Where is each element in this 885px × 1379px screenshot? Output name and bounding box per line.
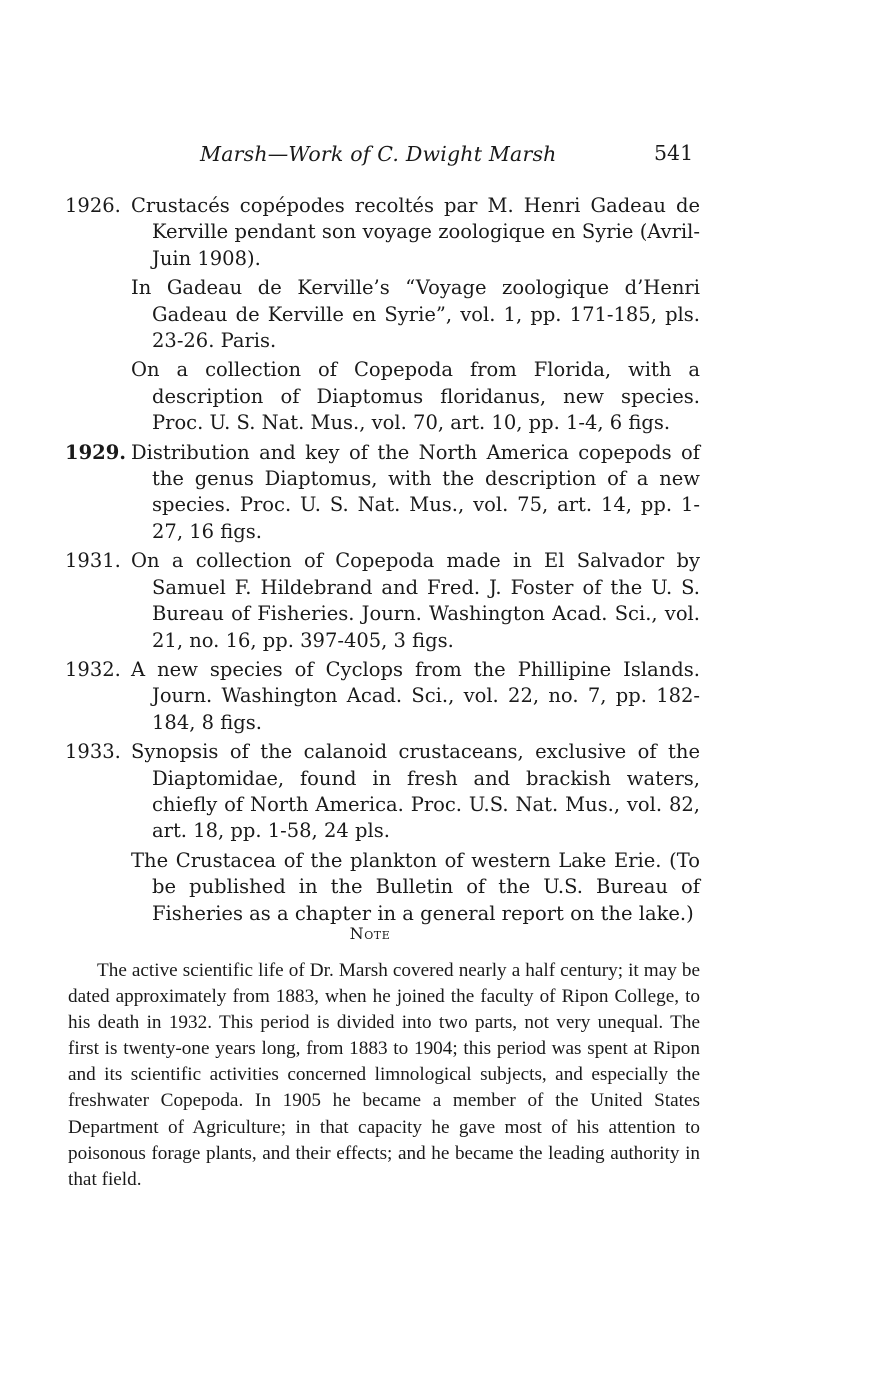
bib-subentry: The Crustacea of the plankton of western Lake Erie. (To be published in the Bulletin of the U.S. Bureau of Fisheries as a chapter in a general report on the lake.) [131, 848, 700, 925]
bib-year: 1926. [65, 194, 121, 217]
bib-subentry: In Gadeau de Kerville’s “Voyage zoologique d’Henri Gadeau de Kerville en Syrie”, vol. 1, pp. 171-185, pls. 23-26. Paris. [131, 276, 700, 353]
bib-entry-1929 [60, 440, 700, 546]
bib-subentry: On a collection of Copepoda from Florida, with a description of Diaptomus floridanus, new species. Proc. U. S. Nat. Mus., vol. 70, art. 10, pp. 1-4, 6 figs. [131, 358, 700, 435]
bib-text: Distribution and key of the North America copepods of the genus Diaptomus, with the description of a new species. Proc. U. S. Nat. Mus., vol. 75, art. 14, pp. 1-27, 16 figs. [131, 440, 700, 543]
bib-entry-1926 [60, 193, 700, 272]
note-heading: Note [349, 924, 391, 943]
page-number: 541 [654, 141, 694, 165]
bib-year: 1933. [65, 740, 121, 764]
bib-year: 1931. [65, 549, 121, 573]
bib-entry-1931 [60, 548, 700, 654]
bib-year: 1929. [65, 440, 127, 464]
bib-text: On a collection of Copepoda made in El Salvador by Samuel F. Hildebrand and Fred. J. Foster of the U. S. Bureau of Fisheries. Journ. Washington Acad. Sci., vol. 21, no. 16, pp. 397-405, 3 figs. [131, 549, 700, 652]
bibliography [60, 193, 700, 930]
running-head: Marsh—Work of C. Dwight Marsh [200, 142, 557, 166]
bib-entry-1932 [60, 657, 700, 736]
bib-text: A new species of Cyclops from the Phillipine Islands. Journ. Washington Acad. Sci., vol. 22, no. 7, pp. 182-184, 8 figs. [131, 657, 700, 734]
bib-text: Crustacés copépodes recoltés par M. Henri Gadeau de Kerville pendant son voyage zoologique en Syrie (Avril-Juin 1908). [131, 194, 700, 270]
bib-year: 1932. [65, 657, 121, 681]
bib-text: Synopsis of the calanoid crustaceans, exclusive of the Diaptomidae, found in fresh and brackish waters, chiefly of North America. Proc. U.S. Nat. Mus., vol. 82, art. 18, pp. 1-58, 24 pls. [131, 740, 700, 843]
bib-entry-1933 [60, 739, 700, 845]
note-paragraph: The active scientific life of Dr. Marsh covered nearly a half century; it may be dated approximately from 1883, when he joined the faculty of Ripon College, to his death in 1932. This period is divided into two parts, not very unequal. The first is twenty-one years long, from 1883 to 1904; this period was spent at Ripon and its scientific activities concerned limnological subjects, and especially the freshwater Copepoda. In 1905 he became a member of the United States Department of Agriculture; in that capacity he gave most of his attention to poisonous forage plants, and their effects; and he became the leading authority in that field. [68, 960, 700, 1190]
